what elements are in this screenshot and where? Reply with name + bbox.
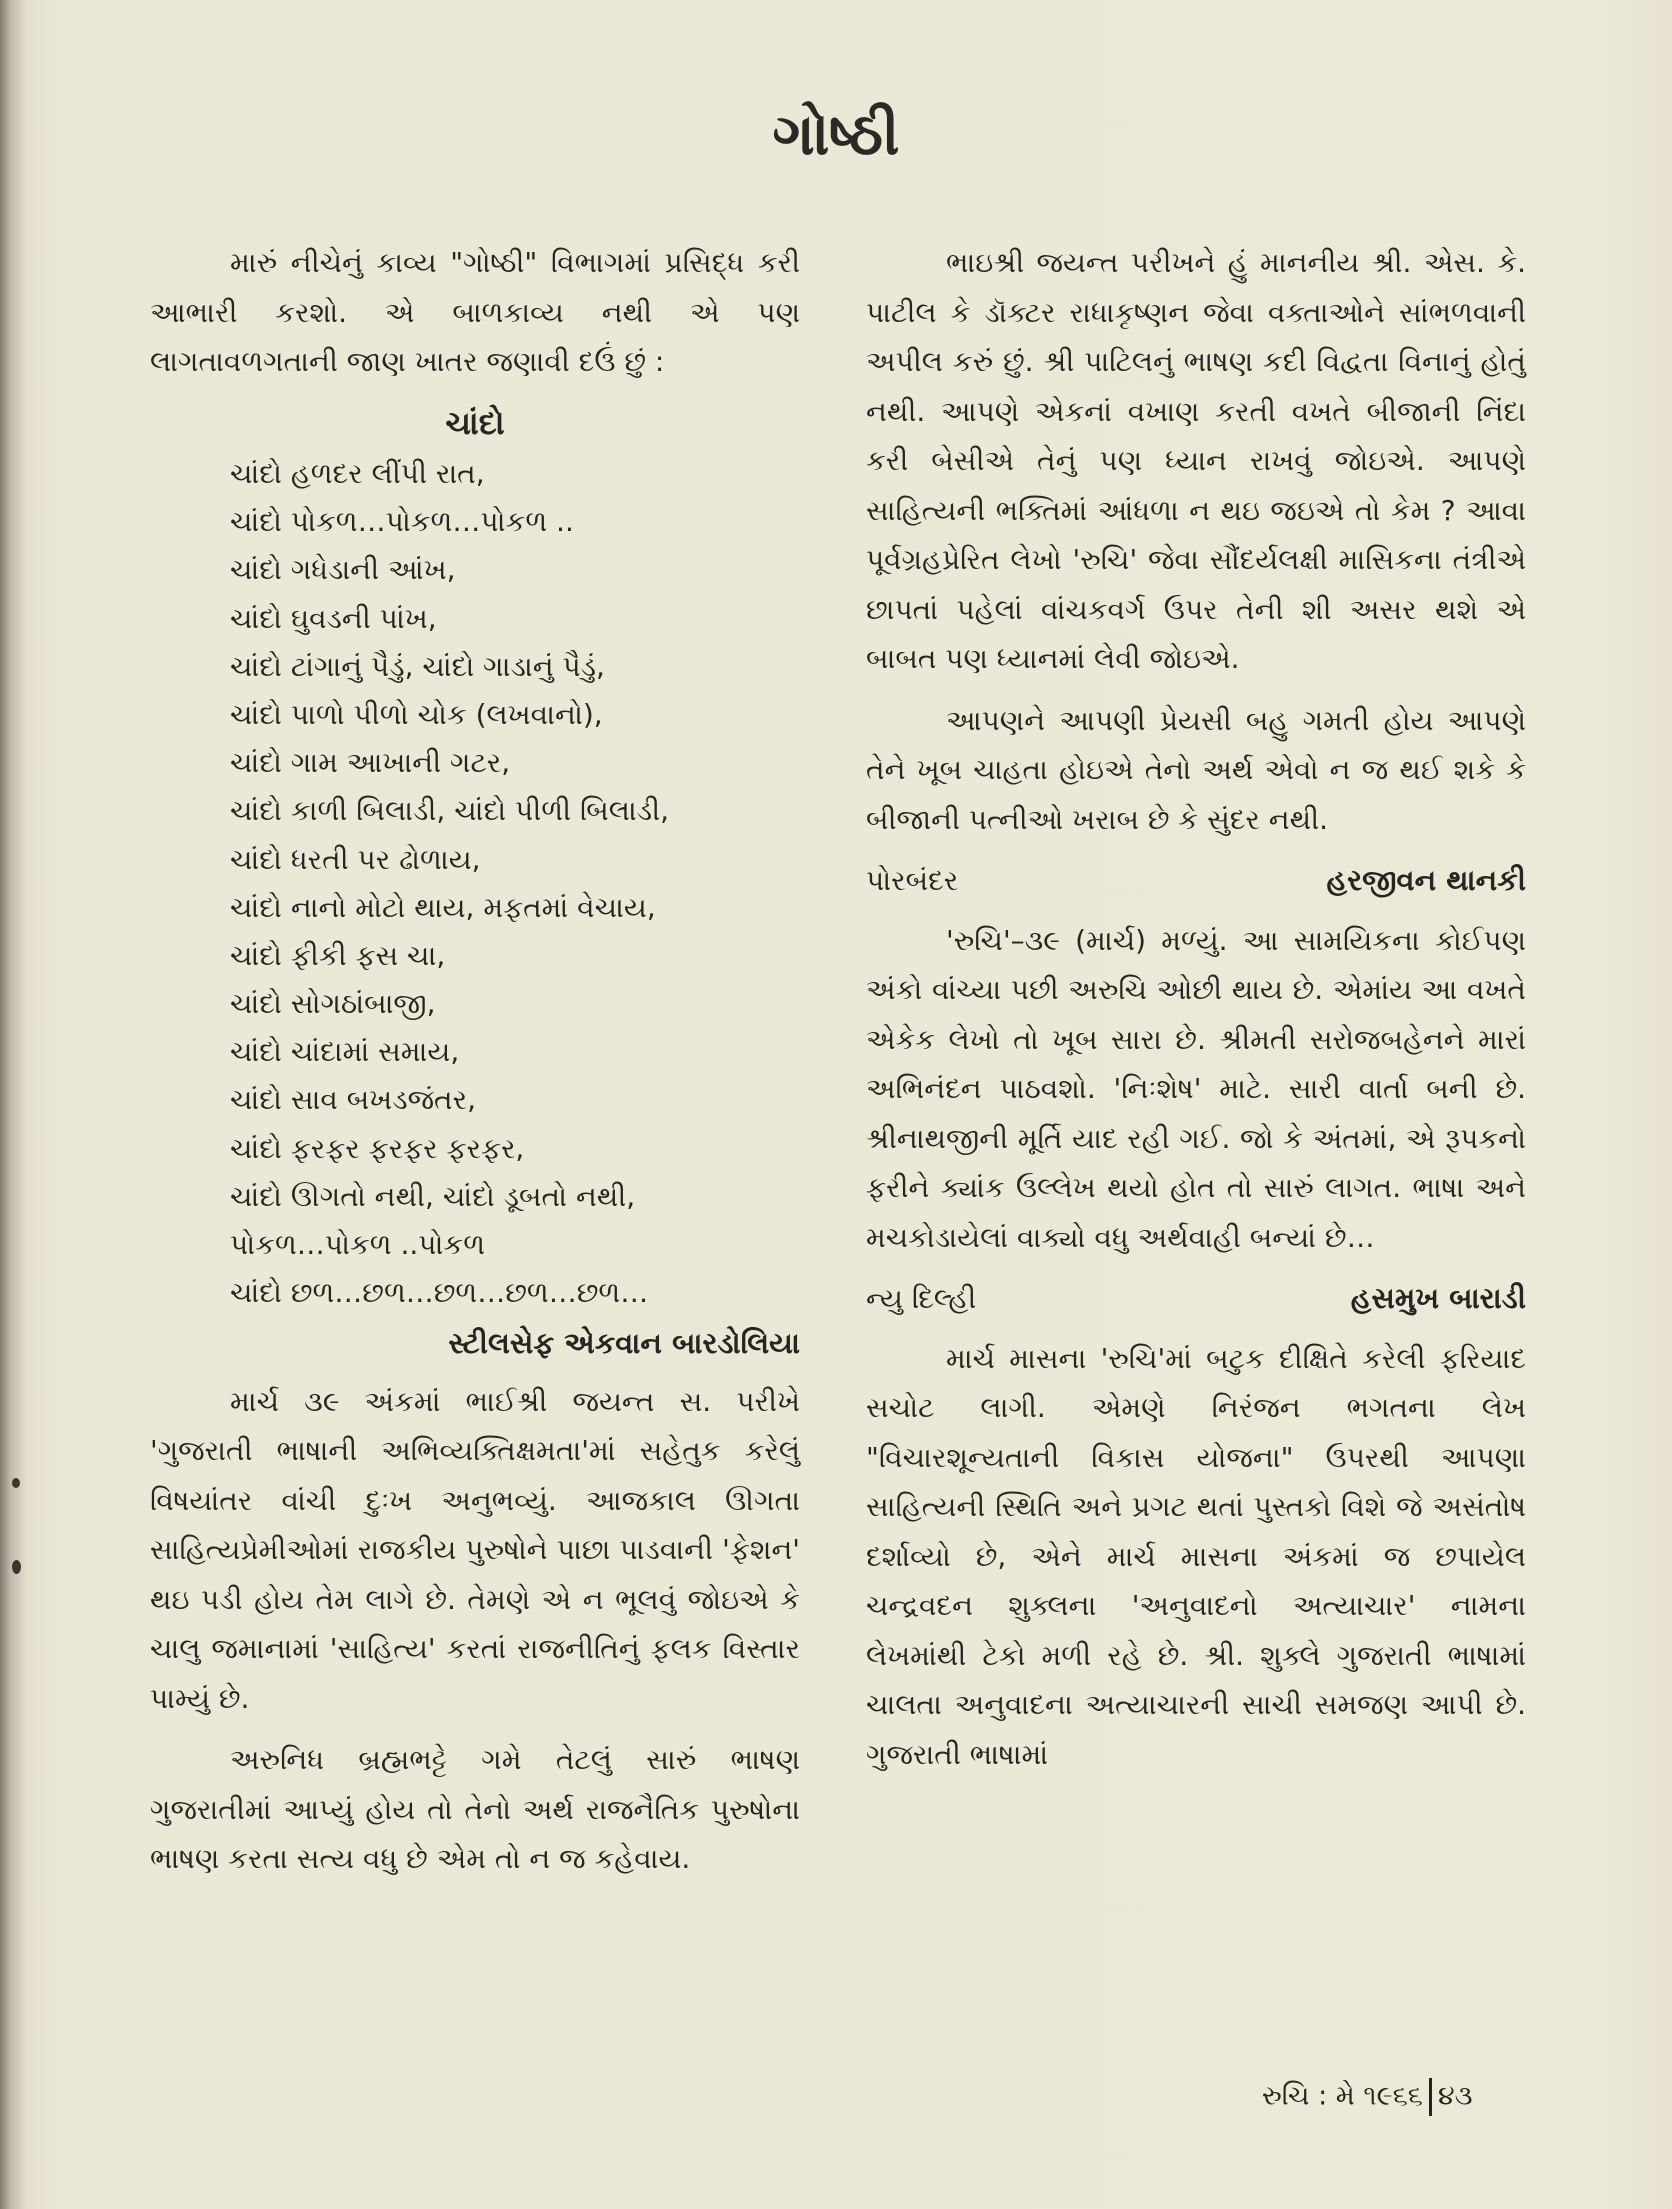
signature-place: ન્યુ દિલ્હી bbox=[866, 1282, 977, 1315]
footer-page-number: ૪૩ bbox=[1437, 2080, 1473, 2112]
poem-line: ચાંદો ટાંગાનું પૈડું, ચાંદો ગાડાનું પૈડું, bbox=[230, 649, 605, 683]
signature-place: પોરબંદર bbox=[866, 864, 959, 897]
page-footer bbox=[1262, 2078, 1473, 2116]
letter-paragraph: માર્ચ માસના 'રુચિ'માં બટુક દીક્ષિતે કરેલી ફરિયાદ સચોટ લાગી. એમણે નિરંજન ભગતના લેખ "વિચારશૂન્યતાની વિકાસ યોજના" ઉપરથી આપણા સાહિત્યની સ્થિતિ અને પ્રગટ થતાં પુસ્તકો વિશે જે અસંતોષ દર્શાવ્યો છે, એને માર્ચ માસના અંકમાં જ છપાયેલ ચન્દ્રવદન શુક્લના 'અનુવાદનો અત્યાચાર' નામના લેખમાંથી ટેકો મળી રહે છે. શ્રી. શુક્લે ગુજરાતી ભાષામાં ચાલતા અનુવાદના અત્યાચારની સાચી સમજણ આપી છે. ગુજરાતી ભાષામાં bbox=[866, 1341, 1526, 1771]
poem-line: ચાંદો ધરતી પર ઢોળાય, bbox=[230, 842, 481, 876]
letter-paragraph: અરુનિધ બ્રહ્મભટ્ટે ગમે તેટલું સારું ભાષણ ગુજરાતીમાં આપ્યું હોય તો તેનો અર્થ રાજનૈતિક પુરુષોના ભાષણ કરતા સત્ય વધુ છે એમ તો ન જ કહેવાય. bbox=[150, 1743, 800, 1876]
signature-name: હસમુખ બારાડી bbox=[1350, 1281, 1526, 1315]
signature-name: હરજીવન થાનકી bbox=[1326, 863, 1526, 897]
poem-line: ચાંદો ઘુવડની પાંખ, bbox=[230, 601, 437, 635]
poem-line: ચાંદો પાળો પીળો ચોક (લખવાનો), bbox=[230, 697, 603, 731]
poem-line: ચાંદો ઊગતો નથી, ચાંદો ડૂબતો નથી, bbox=[230, 1179, 636, 1213]
footer-divider bbox=[1429, 2078, 1432, 2116]
poem-line: ચાંદો કાળી બિલાડી, ચાંદો પીળી બિલાડી, bbox=[230, 794, 670, 828]
letter-paragraph: ભાઇશ્રી જયન્ત પરીખને હું માનનીય શ્રી. એસ. કે. પાટીલ કે ડૉક્ટર રાધાકૃષ્ણન જેવા વક્તાઓને સાંભળવાની અપીલ કરું છું. શ્રી પાટિલનું ભાષણ કદી વિદ્વતા વિનાનું હોતું નથી. આપણે એકનાં વખાણ કરતી વખતે બીજાની નિંદા કરી બેસીએ તેનું પણ ધ્યાન રાખવું જોઇએ. આપણે સાહિત્યની ભક્તિમાં આંધળા ન થઇ જઇએ તો કેમ ? આવા પૂર્વગ્રહપ્રેરિત લેખો 'રુચિ' જેવા સૌંદર્યલક્ષી માસિકના તંત્રીએ છાપતાં પહેલાં વાંચકવર્ગ ઉપર તેની શી અસર થશે એ બાબત પણ ધ્યાનમાં લેવી જોઇએ. bbox=[866, 246, 1526, 675]
letter-paragraph: આપણને આપણી પ્રેયસી બહુ ગમતી હોય આપણે તેને ખૂબ ચાહતા હોઇએ તેનો અર્થ એવો ન જ થઈ શકે કે બીજાની પત્નીઓ ખરાબ છે કે સુંદર નથી. bbox=[866, 703, 1526, 836]
poem-signature: સ્ટીલસેફ એકવાન બારડોલિયા bbox=[448, 1326, 800, 1361]
poem-line: ચાંદો ફરફર ફરફર ફરફર, bbox=[230, 1131, 525, 1165]
poem bbox=[230, 450, 800, 1317]
page-title: ગોષ્ઠી bbox=[772, 100, 900, 168]
poem-line: ચાંદો ચાંદામાં સમાય, bbox=[230, 1035, 460, 1069]
poem-line: ચાંદો ફીકી ફસ ચા, bbox=[230, 938, 446, 972]
binding-hole-mark bbox=[12, 1478, 20, 1488]
poem-line: ચાંદો ગધેડાની આંખ, bbox=[230, 553, 456, 587]
letter-signature bbox=[866, 856, 1526, 906]
letter-paragraph: 'રુચિ'–૩૯ (માર્ચ) મળ્યું. આ સામયિકના કોઈપણ અંકો વાંચ્યા પછી અરુચિ ઓછી થાય છે. એમાંય આ વખતે એકેક લેખો તો ખૂબ સારા છે. શ્રીમતી સરોજબહેનને મારાં અભિનંદન પાઠવશો. 'નિઃશેષ' માટે. સારી વાર્તા બની છે. શ્રીનાથજીની મૂર્તિ યાદ રહી ગઈ. જો કે અંતમાં, એ રૂપકનો ફરીને ક્યાંક ઉલ્લેખ થયો હોત તો સારું લાગત. ભાષા અને મચકોડાયેલાં વાક્યો વધુ અર્થવાહી બન્યાં છે… bbox=[866, 923, 1526, 1254]
binding-hole-mark bbox=[12, 1560, 21, 1574]
poem-line: ચાંદો પોકળ…પોકળ…પોકળ .. bbox=[230, 505, 574, 539]
poem-line: ચાંદો સાવ બખડજંતર, bbox=[230, 1083, 476, 1117]
poem-line: ચાંદો નાનો મોટો થાય, મફતમાં વેચાય, bbox=[230, 890, 656, 924]
poem-line: ચાંદો ગામ આખાની ગટર, bbox=[230, 746, 511, 780]
poem-line: પોકળ…પોકળ ..પોકળ bbox=[230, 1228, 486, 1261]
footer-magazine: રુચિ : મે ૧૯૬૬ bbox=[1262, 2080, 1423, 2112]
letter-signature bbox=[866, 1274, 1526, 1324]
intro-paragraph: મારું નીચેનું કાવ્ય "ગોષ્ઠી" વિભાગમાં પ્રસિદ્ધ કરી આભારી કરશો. એ બાળકાવ્ય નથી એ પણ લાગતાવળગતાની જાણ ખાતર જણાવી દઉં છું : bbox=[150, 246, 800, 378]
left-column bbox=[150, 238, 800, 1896]
poem-title: ચાંદો bbox=[445, 403, 505, 442]
right-column bbox=[866, 238, 1526, 1791]
poem-line: ચાંદો છળ…છળ…છળ…છળ…છળ… bbox=[230, 1276, 649, 1310]
letter-paragraph: માર્ચ ૩૯ અંકમાં ભાઈશ્રી જયન્ત સ. પરીખે 'ગુજરાતી ભાષાની અભિવ્યક્તિક્ષમતા'માં સહેતુક કરેલું વિષયાંતર વાંચી દુઃખ અનુભવ્યું. આજકાલ ઊગતા સાહિત્યપ્રેમીઓમાં રાજકીય પુરુષોને પાછા પાડવાની 'ફેશન' થઇ પડી હોય તેમ લાગે છે. તેમણે એ ન ભૂલવું જોઇએ કે ચાલુ જમાનામાં 'સાહિત્ય' કરતાં રાજનીતિનું ફલક વિસ્તાર પામ્યું છે. bbox=[150, 1384, 800, 1715]
poem-line: ચાંદો હળદર લીંપી રાત, bbox=[230, 457, 485, 490]
poem-line: ચાંદો સોગઠાંબાજી, bbox=[230, 987, 436, 1021]
